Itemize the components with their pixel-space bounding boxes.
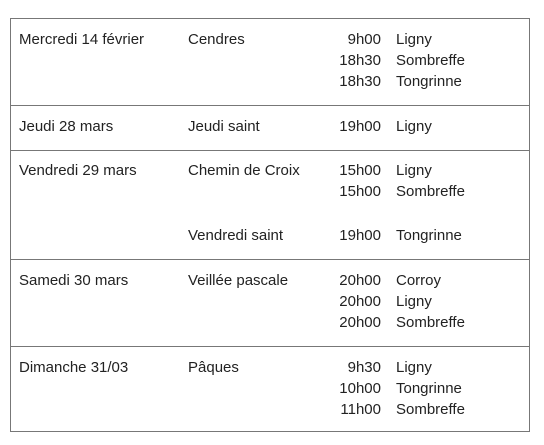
place-cell: Tongrinne: [396, 73, 462, 90]
schedule-table: [10, 18, 530, 432]
table-row: [11, 347, 529, 431]
schedule-line: [11, 29, 529, 50]
schedule-line: [11, 270, 529, 291]
table-row: [11, 260, 529, 347]
place-cell: Corroy: [396, 272, 442, 289]
schedule-line: [11, 116, 529, 137]
event-cell: Vendredi saint: [188, 227, 284, 244]
place-cell: Ligny: [396, 359, 432, 376]
schedule-line: [11, 357, 529, 378]
place-cell: Tongrinne: [396, 380, 462, 397]
event-cell: Jeudi saint: [188, 118, 260, 135]
place-cell: Ligny: [396, 118, 432, 135]
schedule-line: [11, 160, 529, 181]
date-cell: Vendredi 29 mars: [19, 162, 137, 179]
date-cell: Samedi 30 mars: [19, 272, 129, 289]
event-cell: Veillée pascale: [188, 272, 289, 289]
time-cell: 20h00: [339, 293, 381, 310]
place-cell: Tongrinne: [396, 227, 462, 244]
time-cell: 15h00: [339, 162, 381, 179]
date-cell: Dimanche 31/03: [19, 359, 129, 376]
schedule-line: [11, 225, 529, 246]
date-cell: Jeudi 28 mars: [19, 118, 114, 135]
date-cell: Mercredi 14 février: [19, 31, 145, 48]
time-cell: 20h00: [339, 314, 381, 331]
place-cell: Sombreffe: [396, 401, 465, 418]
time-cell: 18h30: [339, 73, 381, 90]
schedule-line: [11, 50, 529, 71]
time-cell: 9h30: [347, 359, 381, 376]
place-cell: Sombreffe: [396, 52, 465, 69]
table-row: [11, 151, 529, 260]
schedule-line: [11, 71, 529, 92]
place-cell: Ligny: [396, 293, 432, 310]
table-row: [11, 106, 529, 151]
time-cell: 19h00: [339, 227, 381, 244]
schedule-line: [11, 181, 529, 202]
schedule-line: [11, 312, 529, 333]
place-cell: Ligny: [396, 31, 432, 48]
time-cell: 15h00: [339, 183, 381, 200]
time-cell: 20h00: [339, 272, 381, 289]
time-cell: 9h00: [347, 31, 381, 48]
time-cell: 18h30: [339, 52, 381, 69]
place-cell: Ligny: [396, 162, 432, 179]
time-cell: 19h00: [339, 118, 381, 135]
event-cell: Chemin de Croix: [188, 162, 300, 179]
schedule-line: [11, 291, 529, 312]
schedule-line: [11, 399, 529, 420]
event-cell: Pâques: [188, 359, 239, 376]
table-row: [11, 19, 529, 106]
place-cell: Sombreffe: [396, 314, 465, 331]
time-cell: 10h00: [339, 380, 381, 397]
place-cell: Sombreffe: [396, 183, 465, 200]
event-cell: Cendres: [188, 31, 245, 48]
schedule-line: [11, 378, 529, 399]
time-cell: 11h00: [340, 401, 381, 418]
